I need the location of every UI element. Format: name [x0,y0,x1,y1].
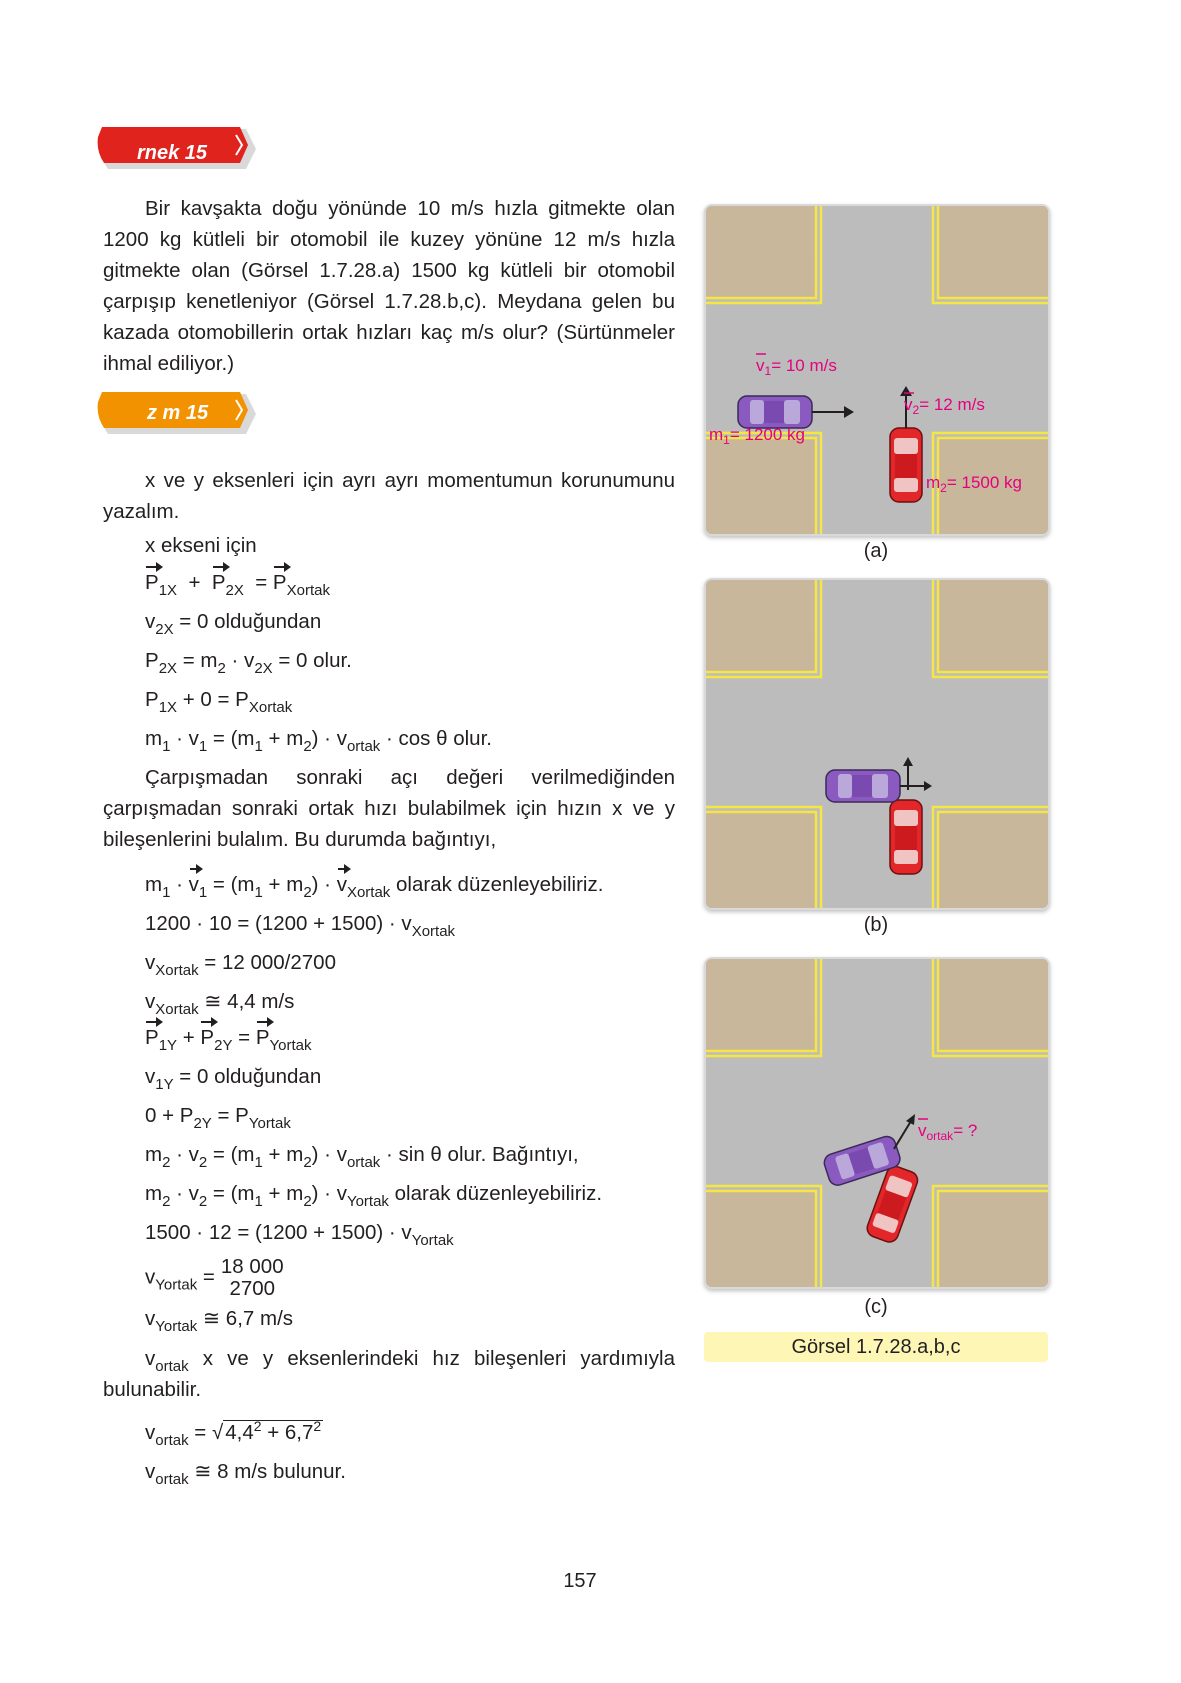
figure-caption: Görsel 1.7.28.a,b,c [704,1332,1048,1362]
eq-p2y: $0 + P_{2Y} = P_{Yortak}$ [145,1104,291,1132]
example-label: rnek 15 [137,142,208,164]
page-number: 157 [563,1570,597,1592]
v2-label: $v_2= 12$ m/s [904,395,985,417]
eq-m1v1-vector: $m_1 \cdot v_1 = (m_1 + m_2) \cdot v_{Xortak}$ olarak düzenleyebiliriz. [145,873,604,901]
vortak-label: $v_{ortak}=$ ? [918,1121,978,1143]
solution-label: z m 15 [147,402,209,424]
figure-c [704,957,1050,1289]
x-axis-label: x ekseni için [145,534,257,557]
red-car [890,428,922,502]
eq-px-conservation: $P_{1X} + P_{2X} = P_{Xortak}$ [145,571,330,599]
v1-label: $v_1= 10$ m/s [756,356,837,378]
eq-m1v1-cos: $m_1 \cdot v_1 = (m_1 + m_2) \cdot v_{ortak} \cdot \cos \theta$ olur. [145,727,492,755]
eq-m2v2-yortak: $m_2 \cdot v_2 = (m_1 + m_2) \cdot v_{Yortak}$ olarak düzenleyebiliriz. [145,1182,603,1210]
eq-py-conservation: $P_{1Y} + P_{2Y} = P_{Yortak}$ [145,1026,312,1054]
purple-car [738,396,812,428]
m2-label: $m_2= 1500$ kg [926,473,1023,495]
eq-m2v2-sin: $m_2 \cdot v_2 = (m_1 + m_2) \cdot v_{ortak} \cdot \sin \theta$ olur. Bağıntıyı, [145,1143,579,1171]
caption-c: (c) [864,1296,888,1318]
red-car [890,800,922,874]
eq-vxortak-fraction: $v_{Xortak} = 12$ 000/2700 [145,951,336,979]
eq-v2x-zero: $v_{2X} = 0$ olduğundan [145,610,322,638]
eq-vortak-sqrt: $v_{ortak} = √4,4^2 + 6,7^2$ [145,1418,322,1449]
eq-vortak-result: $v_{ortak}$ ≅ 8 m/s bulunur. [145,1460,346,1488]
eq-vyortak-value: $v_{Yortak}$ ≅ 6,7 m/s [145,1307,294,1335]
eq-vxortak-value: $v_{Xortak}$ ≅ 4,4 m/s [145,990,295,1018]
eq-1500: $1500 \cdot 12 = (1200 + 1500) \cdot v_{Yortak}$ [145,1221,454,1249]
figure-a [704,204,1050,536]
question-text: Bir kavşakta doğu yönünde 10 m/s hızla gitmekte olan 1200 kg kütleli bir otomobil ile kuzey yönüne 12 m/s hızla gitmekte olan (Görsel 1.7.28.a) 1500 kg kütleli bir otomobil çarpışıp kenetleniyor (Görsel 1.7.28.b,c). Meydana gelen bu kazada otomobillerin ortak hızları kaç m/s olur? (Sürtünmeler ihmal ediliyor.) [103,197,675,375]
components-paragraph: Çarpışmadan sonraki açı değeri verilmediğinden çarpışmadan sonraki ortak hızı bulabilmek için hızın x ve y bileşenlerini bulalım. Bu durumda bağıntıyı, [103,766,675,851]
eq-vyortak-fraction: $v_{Yortak}$ = 18 000 2700 [145,1255,284,1300]
caption-b: (b) [863,914,889,936]
figure-b [704,578,1050,910]
purple-car [826,770,900,802]
eq-v1y-zero: $v_{1Y} = 0$ olduğundan [145,1065,322,1093]
caption-a: (a) [863,540,889,562]
eq-p2x: $P_{2X} = m_2 \cdot v_{2X} = 0$ olur. [145,649,352,677]
m1-label: $m_1= 1200$ kg [709,425,806,447]
eq-1200: $1200 \cdot 10 = (1200 + 1500) \cdot v_{Xortak}$ [145,912,456,940]
eq-p1x: $P_{1X} + 0 = P_{Xortak}$ [145,688,293,716]
vortak-paragraph: $v_{ortak}$ x ve y eksenlerindeki hız bileşenleri yardımıyla bulunabilir. [103,1347,675,1401]
solution-intro: x ve y eksenleri için ayrı ayrı momentumun korunumunu yazalım. [103,469,675,523]
